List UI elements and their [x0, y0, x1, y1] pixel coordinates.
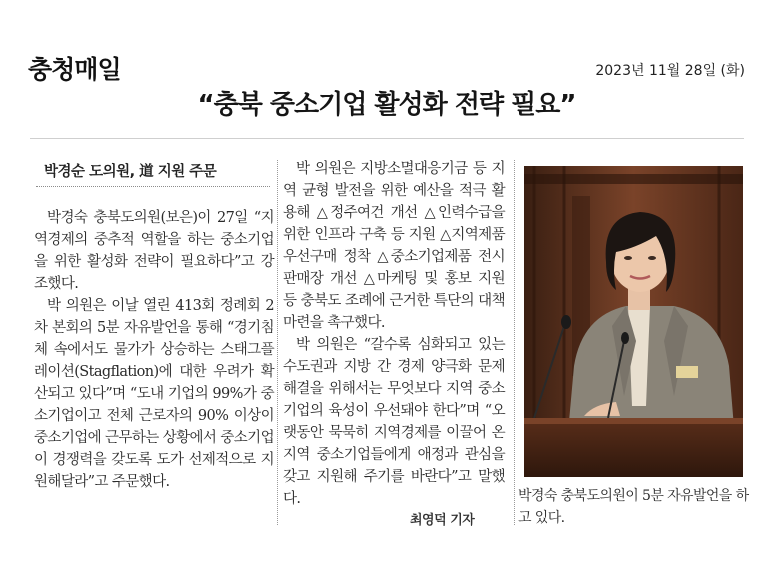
headline-rule: [30, 138, 744, 139]
article-photo: [524, 166, 743, 477]
photo-caption: 박경숙 충북도의원이 5분 자유발언을 하고 있다.: [518, 488, 749, 526]
article-column-1: [34, 207, 274, 493]
masthead-logo: 충청매일: [28, 55, 121, 84]
paragraph: 박 의원은 “갈수록 심화되고 있는 수도권과 지방 간 경제 양극화 문제 해결을 위해서는 무엇보다 지역 중소기업의 육성이 우선돼야 한다”며 “오랫동안 묵묵히 지역경제를 이끌어 온 지역 중소기업들에게 애정과 관심을 갖고 지원해 주기를 바란다”고 말했다.: [283, 337, 505, 507]
paragraph: 박경숙 충북도의원(보은)이 27일 “지역경제의 중추적 역할을 하는 중소기업을 위한 활성화 전략이 필요하다”고 강조했다.: [34, 210, 274, 292]
article-headline: “충북 중소기업 활성화 전략 필요”: [197, 90, 576, 120]
column-divider: [514, 160, 515, 525]
subhead-divider: [36, 186, 270, 187]
article-subhead: 박경순 도의원, 道 지원 주문: [44, 164, 217, 180]
paragraph: 박 의원은 이날 열린 413회 정례회 2차 본회의 5분 자유발언을 통해 “경기침체 속에서도 물가가 상승하는 스태그플레이션(Stagflation)에 대한 우려가 확산되고 있다”며 “도내 기업의 99%가 중소기업이고 전체 근로자의 90% 이상이 중소기업에 근무하는 상황에서 중소기업이 경쟁력을 갖도록 도가 선제적으로 지원해달라”고 주문했다.: [34, 298, 274, 490]
column-divider: [277, 160, 278, 525]
reporter-byline: 최영덕 기자: [410, 513, 475, 528]
paragraph: 박 의원은 지방소멸대응기금 등 지역 균형 발전을 위한 예산을 적극 활용해 △정주여건 개선 △인력수급을 위한 인프라 구축 등 지원 △지역제품 우선구매 정착 △중소기업제품 전시판매장 개선 △마케팅 및 홍보 지원 등 충북도 조례에 근거한 특단의 대책 마련을 촉구했다.: [283, 161, 505, 331]
speaker-photo-illustration: [524, 166, 743, 477]
article-column-2: [283, 158, 505, 510]
publication-date: 2023년 11월 28일 (화): [595, 63, 745, 79]
